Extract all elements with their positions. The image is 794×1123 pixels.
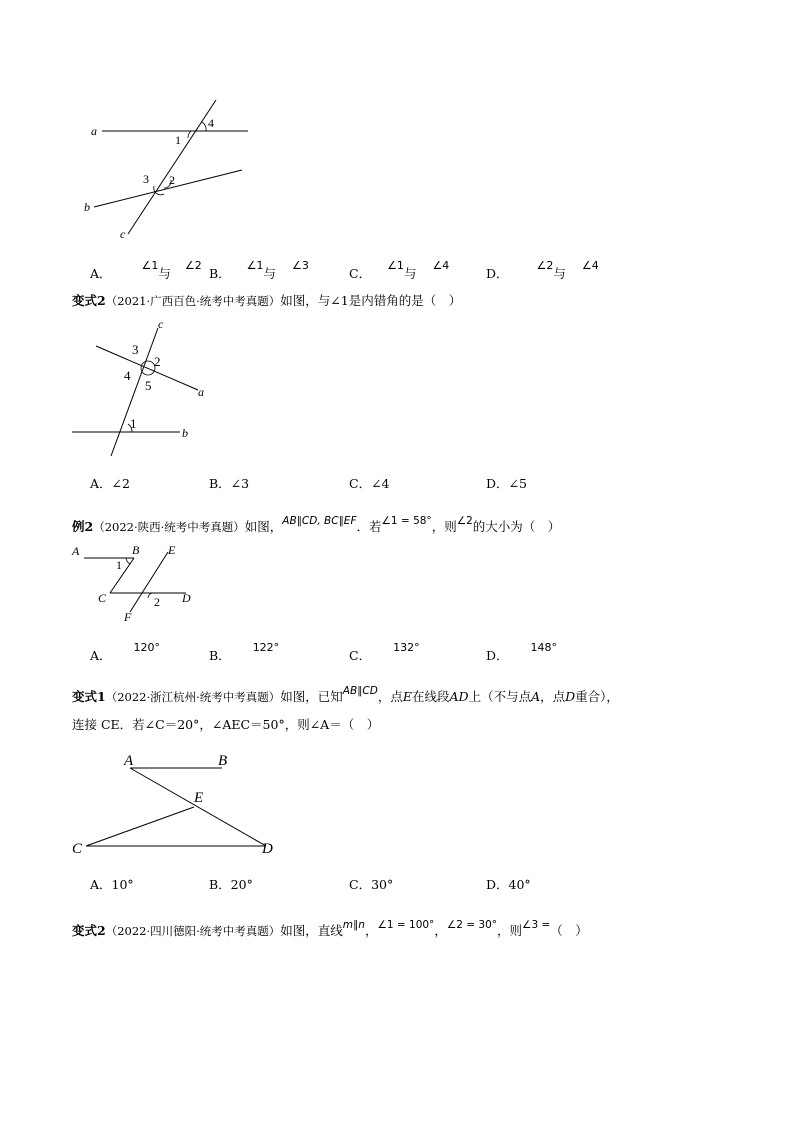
- question-text: 的大小为（ ）: [472, 519, 561, 534]
- line-ef: [130, 552, 168, 612]
- option-letter: B．: [209, 648, 231, 663]
- math-condition: ∠1 = 58°: [381, 515, 432, 527]
- question-text: 在线段: [412, 689, 450, 704]
- math-condition: ∠1 = 100°: [377, 919, 435, 931]
- label-F: F: [124, 610, 132, 624]
- line-ce: [86, 807, 194, 846]
- question-text: 如图，: [244, 519, 283, 534]
- q3-option-a[interactable]: [90, 641, 161, 664]
- option-letter: B．: [209, 266, 231, 281]
- math-condition: ∠3 =: [522, 919, 551, 931]
- figure-q4: [70, 748, 290, 860]
- label-D: D: [262, 841, 273, 857]
- question-text: （ ）: [550, 923, 588, 938]
- figure-transversal-abc: [80, 96, 260, 246]
- option-letter: A．: [90, 648, 112, 663]
- angle-symbol: ∠2: [536, 259, 554, 272]
- conjunction: 与: [263, 266, 277, 281]
- label-c: c: [120, 227, 126, 241]
- label-3: 3: [132, 342, 139, 357]
- math-condition: AB∥CD: [342, 685, 378, 697]
- label-D: D: [182, 591, 191, 605]
- q1-option-c[interactable]: [349, 259, 450, 282]
- q2-option-c[interactable]: C．∠4: [349, 476, 390, 491]
- question-text: ．若: [356, 519, 382, 534]
- question-text: 重合），: [575, 689, 619, 704]
- label-B: B: [132, 543, 140, 557]
- question-q4: [72, 686, 732, 709]
- label-1: 1: [116, 558, 122, 572]
- question-text: ，: [434, 923, 447, 938]
- option-letter: C．: [349, 648, 372, 663]
- question-q2: [72, 290, 732, 312]
- label-b: b: [182, 426, 188, 440]
- label-E: E: [168, 543, 176, 557]
- figure-q2-svg: [68, 316, 228, 446]
- label-C: C: [72, 841, 83, 857]
- label-C: C: [98, 591, 107, 605]
- question-text: ，点: [540, 689, 566, 704]
- label-5: 5: [145, 378, 152, 393]
- q3-option-d[interactable]: [486, 641, 558, 664]
- label-a: a: [91, 124, 97, 138]
- point-name: D: [565, 689, 576, 704]
- q2-option-b[interactable]: B．∠3: [209, 476, 250, 491]
- question-q5: [72, 920, 732, 943]
- label-B: B: [218, 753, 228, 769]
- q2-option-a[interactable]: A．∠2: [90, 476, 130, 491]
- angle-symbol: ∠1: [387, 259, 404, 272]
- question-q3: [72, 516, 732, 539]
- q3-options: [90, 641, 650, 668]
- q4-option-b[interactable]: B．20°: [209, 877, 253, 892]
- question-label: 变式2: [72, 293, 106, 308]
- angle-1-arc: [126, 558, 130, 564]
- point-name: A: [531, 689, 541, 704]
- q1-option-d[interactable]: [486, 259, 599, 282]
- question-source: （2022·浙江杭州·统考中考真题）: [105, 690, 281, 704]
- math-condition: m∥n: [342, 919, 365, 931]
- question-text: 如图，与∠1是内错角的是（ ）: [280, 293, 462, 308]
- label-1: 1: [175, 133, 181, 147]
- label-E: E: [194, 790, 204, 806]
- q1-option-b[interactable]: [209, 259, 309, 282]
- question-source: （2022·陕西·统考中考真题）: [93, 520, 245, 534]
- label-2: 2: [169, 173, 175, 187]
- label-a: a: [198, 385, 204, 399]
- question-source: （2021·广西百色·统考中考真题）: [105, 294, 281, 308]
- math-condition: AB∥CD, BC∥EF: [282, 515, 357, 527]
- q1-options: [90, 259, 650, 286]
- label-2: 2: [154, 595, 160, 609]
- question-text: ，点: [377, 689, 403, 704]
- question-label: 变式2: [72, 923, 106, 938]
- angle-symbol: ∠3: [292, 259, 309, 272]
- segment-name: AD: [449, 689, 469, 704]
- q2-option-d[interactable]: D．∠5: [486, 476, 527, 491]
- conjunction: 与: [403, 266, 417, 281]
- line-ad: [130, 768, 266, 846]
- option-value: 120°: [133, 641, 161, 654]
- label-1: 1: [130, 416, 137, 431]
- angle-symbol: ∠1: [141, 259, 159, 272]
- option-letter: D．: [486, 648, 509, 663]
- label-A: A: [72, 544, 80, 558]
- option-letter: A．: [90, 266, 112, 281]
- option-letter: D．: [486, 266, 509, 281]
- q4-option-c[interactable]: C．30°: [349, 877, 394, 892]
- question-text: 连接 CE．若∠C＝20°，∠AEC＝50°，则∠A＝（ ）: [72, 717, 380, 732]
- q3-option-b[interactable]: [209, 641, 280, 664]
- q2-options: [90, 474, 650, 496]
- q3-option-c[interactable]: [349, 641, 420, 664]
- line-c: [128, 100, 216, 234]
- label-2: 2: [154, 354, 161, 369]
- angle-2-arc: [148, 593, 152, 598]
- label-3: 3: [143, 172, 149, 186]
- angle-symbol: ∠2: [184, 259, 202, 272]
- angle-symbol: ∠4: [581, 259, 599, 272]
- figure-1-svg: [80, 96, 260, 246]
- question-text: ，则: [431, 519, 457, 534]
- question-text: ，则: [497, 923, 523, 938]
- conjunction: 与: [553, 266, 566, 281]
- angle-4-arc: [202, 122, 206, 131]
- math-condition: ∠2 = 30°: [446, 919, 498, 931]
- figure-q4-svg: [70, 748, 290, 860]
- math-condition: ∠2: [456, 515, 473, 527]
- option-value: 132°: [393, 641, 420, 654]
- q1-option-a[interactable]: [90, 259, 202, 282]
- q4-option-a[interactable]: A．10°: [90, 877, 134, 892]
- question-source: （2022·四川德阳·统考中考真题）: [105, 924, 281, 938]
- question-text: 如图，直线: [280, 923, 343, 938]
- question-text: ，: [364, 923, 378, 938]
- angle-1-arc: [188, 131, 191, 138]
- line-b: [94, 170, 242, 207]
- line-bc: [110, 558, 134, 593]
- option-letter: C．: [349, 266, 372, 281]
- label-A: A: [124, 753, 134, 769]
- label-4: 4: [208, 116, 214, 130]
- label-4: 4: [124, 368, 131, 383]
- question-label: 例2: [72, 519, 94, 534]
- q4-option-d[interactable]: D．40°: [486, 877, 531, 892]
- point-name: E: [402, 689, 412, 704]
- option-value: 122°: [252, 641, 280, 654]
- option-value: 148°: [530, 641, 558, 654]
- figure-q2: [68, 316, 228, 446]
- question-q4-line2: [72, 714, 732, 736]
- q4-options: [90, 875, 650, 897]
- angle-symbol: ∠4: [432, 259, 450, 272]
- figure-q3-svg: [70, 540, 210, 624]
- conjunction: 与: [158, 266, 171, 281]
- question-text: 上（不与点: [468, 689, 532, 704]
- label-b: b: [84, 200, 90, 214]
- label-c: c: [158, 317, 164, 331]
- question-text: 如图，已知: [280, 689, 343, 704]
- angle-symbol: ∠1: [246, 259, 264, 272]
- question-label: 变式1: [72, 689, 106, 704]
- figure-q3: [70, 540, 210, 624]
